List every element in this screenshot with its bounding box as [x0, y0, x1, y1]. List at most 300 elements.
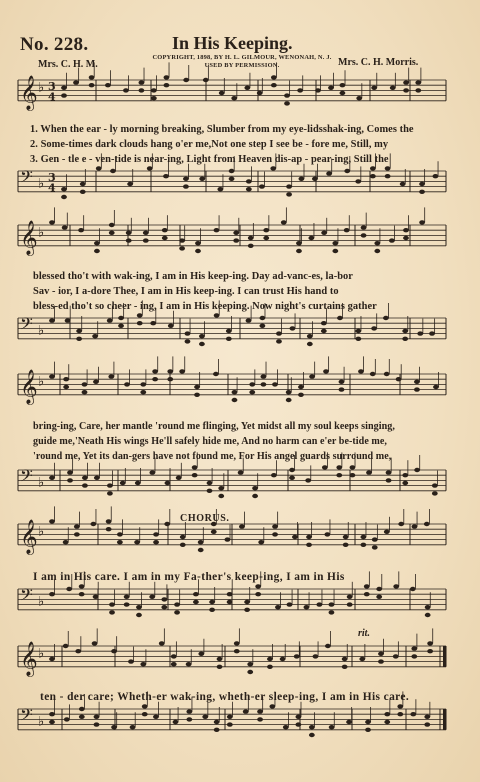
note-head — [179, 369, 185, 373]
note-head — [49, 318, 55, 322]
note-head — [111, 725, 117, 729]
verse-1-line-1 — [30, 124, 414, 135]
note-head — [358, 369, 364, 373]
note-head — [176, 476, 182, 480]
note-head — [290, 326, 296, 330]
note-head — [328, 86, 334, 90]
note-head — [415, 80, 421, 84]
note-head — [207, 489, 213, 493]
note-head — [198, 652, 204, 656]
note-head — [271, 473, 277, 477]
note-head — [126, 238, 132, 242]
note-head — [287, 602, 293, 606]
copyright-notice — [132, 54, 352, 70]
note-head — [312, 177, 318, 181]
note-head — [365, 728, 371, 732]
note-head — [107, 483, 113, 487]
note-head — [425, 605, 431, 609]
note-head — [179, 246, 185, 250]
lyric-text: When the ear - ly morning breaking, Slumber from my eye-lidsshak-ing, Comes the — [40, 124, 414, 135]
note-head — [427, 649, 433, 653]
note-head — [164, 75, 170, 79]
chorus-line-1: I am in His care. I am in my Fa-ther's keep-ing, I am in His — [33, 571, 345, 583]
note-head — [329, 610, 335, 614]
note-head — [364, 592, 370, 596]
note-head — [79, 592, 85, 596]
note-head — [142, 712, 148, 716]
note-head — [49, 592, 55, 596]
note-head — [308, 236, 314, 240]
hymn-title: In His Keeping. — [172, 33, 293, 53]
note-head — [80, 190, 86, 194]
note-head — [232, 398, 238, 402]
note-head — [233, 238, 239, 242]
note-head — [171, 662, 177, 666]
note-head — [378, 659, 384, 663]
note-head — [195, 249, 201, 253]
note-head — [75, 649, 81, 653]
note-head — [180, 535, 186, 539]
note-head — [80, 182, 86, 186]
note-head — [123, 88, 129, 92]
note-head — [61, 93, 67, 97]
bass-clef-icon: 𝄢 — [20, 166, 33, 191]
note-head — [106, 527, 112, 531]
note-head — [207, 481, 213, 485]
note-head — [66, 587, 72, 591]
note-head — [389, 238, 395, 242]
note-head — [94, 476, 100, 480]
note-head — [152, 377, 158, 381]
note-head — [143, 231, 149, 235]
note-head — [337, 316, 343, 320]
note-head — [294, 654, 300, 658]
note-head — [246, 318, 252, 322]
note-head — [246, 187, 252, 191]
note-head — [307, 342, 313, 346]
note-head — [360, 535, 366, 539]
note-head — [96, 166, 102, 170]
note-head — [419, 190, 425, 194]
note-head — [243, 709, 249, 713]
note-head — [316, 602, 322, 606]
note-head — [234, 649, 240, 653]
note-head — [360, 543, 366, 547]
flat-sign-icon: ♭ — [38, 714, 45, 730]
hymn-number: No. 228. — [20, 34, 89, 55]
note-head — [286, 398, 292, 402]
note-head — [74, 532, 80, 536]
note-head — [217, 187, 223, 191]
note-head — [289, 476, 295, 480]
note-head — [324, 532, 330, 536]
note-head — [344, 169, 350, 173]
note-head — [225, 537, 231, 541]
treble-clef-icon: 𝄞 — [20, 220, 38, 256]
note-head — [255, 592, 261, 596]
chorus-label: CHORUS. — [180, 513, 230, 524]
note-head — [414, 380, 420, 384]
verse-number: 2. — [30, 139, 38, 150]
flat-sign-icon: ♭ — [38, 524, 45, 540]
note-head — [92, 334, 98, 338]
note-head — [140, 382, 146, 386]
note-head — [309, 374, 315, 378]
note-head — [366, 470, 372, 474]
note-head — [137, 321, 143, 325]
flat-sign-icon: ♭ — [38, 176, 45, 192]
note-head — [214, 313, 220, 317]
note-head — [227, 722, 233, 726]
note-head — [109, 610, 115, 614]
note-head — [110, 169, 116, 173]
note-head — [49, 657, 55, 661]
note-head — [139, 80, 145, 84]
note-head — [386, 470, 392, 474]
note-head — [390, 86, 396, 90]
note-head — [248, 244, 254, 248]
note-head — [400, 182, 406, 186]
note-head — [246, 179, 252, 183]
note-head — [198, 548, 204, 552]
note-head — [153, 715, 159, 719]
note-head — [108, 374, 114, 378]
note-head — [134, 540, 140, 544]
note-head — [347, 602, 353, 606]
note-head — [226, 337, 232, 341]
note-head — [269, 704, 275, 708]
time-signature: 4 — [48, 90, 56, 104]
note-head — [344, 228, 350, 232]
note-head — [396, 377, 402, 381]
note-head — [370, 174, 376, 178]
note-head — [378, 652, 384, 656]
note-head — [168, 324, 174, 328]
note-head — [257, 709, 263, 713]
note-head — [284, 93, 290, 97]
note-head — [432, 491, 438, 495]
note-head — [82, 390, 88, 394]
note-head — [183, 184, 189, 188]
note-head — [153, 540, 159, 544]
final-barline — [443, 646, 446, 667]
note-head — [429, 331, 435, 335]
note-head — [193, 592, 199, 596]
note-head — [229, 169, 235, 173]
flat-sign-icon: ♭ — [38, 323, 45, 339]
note-head — [284, 101, 290, 105]
treble-clef-icon: 𝄞 — [20, 519, 38, 555]
note-head — [149, 595, 155, 599]
note-head — [198, 540, 204, 544]
note-head — [164, 522, 170, 526]
note-head — [63, 540, 69, 544]
note-head — [167, 369, 173, 373]
note-head — [376, 587, 382, 591]
note-head — [410, 587, 416, 591]
note-head — [433, 174, 439, 178]
note-head — [332, 249, 338, 253]
note-head — [161, 605, 167, 609]
flat-sign-icon: ♭ — [38, 374, 45, 390]
note-head — [376, 595, 382, 599]
note-head — [393, 654, 399, 658]
note-head — [244, 608, 250, 612]
note-head — [305, 478, 311, 482]
note-head — [261, 382, 267, 386]
note-head — [272, 524, 278, 528]
note-head — [214, 228, 220, 232]
time-signature: 3 — [48, 170, 56, 184]
note-head — [124, 602, 130, 606]
note-head — [79, 707, 85, 711]
note-head — [403, 228, 409, 232]
note-head — [342, 657, 348, 661]
note-head — [322, 465, 328, 469]
note-head — [343, 543, 349, 547]
note-head — [321, 321, 327, 325]
note-head — [93, 380, 99, 384]
note-head — [49, 374, 55, 378]
note-head — [164, 83, 170, 87]
note-head — [244, 600, 250, 604]
note-head — [140, 662, 146, 666]
note-head — [355, 179, 361, 183]
note-head — [192, 465, 198, 469]
note-head — [359, 657, 365, 661]
note-head — [257, 717, 263, 721]
note-head — [350, 465, 356, 469]
note-head — [336, 473, 342, 477]
note-head — [61, 86, 67, 90]
note-head — [347, 595, 353, 599]
note-head — [214, 728, 220, 732]
note-head — [374, 249, 380, 253]
treble-clef-icon: 𝄞 — [20, 75, 38, 111]
note-head — [403, 88, 409, 92]
verse-2-line-3: guide me,'Neath His wings He'll safely hide me, And no harm can e'er be-tide me, — [33, 436, 387, 447]
note-head — [171, 654, 177, 658]
note-head — [281, 220, 287, 224]
note-head — [271, 75, 277, 79]
note-head — [127, 182, 133, 186]
note-head — [94, 249, 100, 253]
note-head — [183, 177, 189, 181]
note-head — [384, 712, 390, 716]
note-head — [433, 385, 439, 389]
note-head — [135, 481, 141, 485]
note-head — [117, 540, 123, 544]
note-head — [49, 720, 55, 724]
note-head — [417, 331, 423, 335]
permission-line: USED BY PERMISSION. — [204, 62, 280, 69]
note-head — [90, 522, 96, 526]
note-head — [165, 481, 171, 485]
note-head — [151, 88, 157, 92]
note-head — [402, 473, 408, 477]
note-head — [150, 321, 156, 325]
verse-3-line-2: bless-ed tho't so cheer - ing, I am in His keeping. Now night's curtains gather — [33, 301, 377, 312]
note-head — [183, 78, 189, 82]
note-head — [271, 83, 277, 87]
note-head — [267, 657, 273, 661]
bass-clef-icon: 𝄢 — [20, 465, 33, 490]
note-head — [64, 717, 70, 721]
treble-clef-icon: 𝄞 — [20, 641, 38, 677]
note-head — [432, 483, 438, 487]
note-head — [82, 483, 88, 487]
note-head — [384, 530, 390, 534]
note-head — [117, 532, 123, 536]
note-head — [398, 522, 404, 526]
note-head — [292, 535, 298, 539]
note-head — [296, 241, 302, 245]
verse-1-line-3: bring-ing, Care, her mantle 'round me flinging, Yet midst all my soul keeps singing, — [33, 421, 395, 432]
note-head — [267, 665, 273, 669]
note-head — [63, 385, 69, 389]
note-head — [226, 329, 232, 333]
chorus-line-2: ten - der care; Wheth-er wak-ing, wheth-er sleep-ing, I am in His care. — [40, 691, 410, 703]
note-head — [192, 473, 198, 477]
note-head — [174, 602, 180, 606]
composer-credit: Mrs. C. H. Morris. — [338, 57, 419, 68]
verse-2-line-2: Sav - ior, I a-dore Thee, I am in His keep-ing. I can trust His hand to — [33, 286, 339, 297]
note-head — [73, 80, 79, 84]
note-head — [195, 241, 201, 245]
note-head — [194, 385, 200, 389]
note-head — [346, 720, 352, 724]
note-head — [247, 662, 253, 666]
lyric-text: Gen - tle e - ven-tide is near-ing, Light from Heaven dis-ap - pear-ing, Still the — [40, 154, 389, 165]
note-head — [306, 535, 312, 539]
note-head — [62, 225, 68, 229]
note-head — [361, 233, 367, 237]
note-head — [385, 174, 391, 178]
note-head — [105, 83, 111, 87]
note-head — [219, 91, 225, 95]
flat-sign-icon: ♭ — [38, 80, 45, 96]
note-head — [153, 532, 159, 536]
note-head — [159, 641, 165, 645]
note-head — [393, 584, 399, 588]
note-head — [173, 720, 179, 724]
note-head — [419, 220, 425, 224]
note-head — [161, 597, 167, 601]
note-head — [304, 605, 310, 609]
note-head — [49, 712, 55, 716]
note-head — [218, 486, 224, 490]
note-head — [309, 725, 315, 729]
note-head — [194, 393, 200, 397]
flat-sign-icon: ♭ — [38, 646, 45, 662]
note-head — [255, 584, 261, 588]
note-head — [371, 86, 377, 90]
note-head — [94, 715, 100, 719]
note-head — [202, 715, 208, 719]
note-head — [298, 393, 304, 397]
note-head — [286, 390, 292, 394]
note-head — [270, 166, 276, 170]
note-head — [76, 337, 82, 341]
note-head — [120, 481, 126, 485]
note-head — [306, 543, 312, 547]
note-head — [78, 228, 84, 232]
note-head — [424, 522, 430, 526]
flat-sign-icon: ♭ — [38, 594, 45, 610]
note-head — [49, 220, 55, 224]
note-head — [185, 339, 191, 343]
note-head — [109, 223, 115, 227]
note-head — [313, 654, 319, 658]
note-head — [89, 83, 95, 87]
note-head — [234, 641, 240, 645]
note-head — [143, 238, 149, 242]
note-head — [365, 720, 371, 724]
note-head — [111, 649, 117, 653]
note-head — [109, 231, 115, 235]
note-head — [63, 377, 69, 381]
note-head — [425, 613, 431, 617]
note-head — [414, 387, 420, 391]
note-head — [411, 646, 417, 650]
note-head — [106, 519, 112, 523]
note-head — [151, 96, 157, 100]
note-head — [296, 249, 302, 253]
note-head — [259, 316, 265, 320]
note-head — [49, 476, 55, 480]
note-head — [199, 342, 205, 346]
final-barline — [443, 709, 446, 730]
note-head — [372, 545, 378, 549]
note-head — [355, 337, 361, 341]
note-head — [275, 605, 281, 609]
note-head — [383, 316, 389, 320]
note-head — [272, 532, 278, 536]
note-head — [321, 329, 327, 333]
note-head — [411, 654, 417, 658]
note-head — [239, 524, 245, 528]
tempo-marking: rit. — [358, 628, 370, 639]
note-head — [297, 88, 303, 92]
note-head — [61, 187, 67, 191]
note-head — [307, 334, 313, 338]
treble-clef-icon: 𝄞 — [20, 369, 38, 405]
note-head — [340, 83, 346, 87]
note-head — [272, 382, 278, 386]
note-head — [286, 184, 292, 188]
note-head — [419, 182, 425, 186]
note-head — [209, 600, 215, 604]
note-head — [371, 326, 377, 330]
note-head — [89, 75, 95, 79]
note-head — [424, 722, 430, 726]
note-head — [128, 659, 134, 663]
note-head — [137, 313, 143, 317]
note-head — [248, 236, 254, 240]
lyricist-credit: Mrs. C. H. M. — [38, 59, 98, 70]
note-head — [402, 329, 408, 333]
note-head — [49, 519, 55, 523]
note-head — [232, 390, 238, 394]
note-head — [402, 481, 408, 485]
note-head — [339, 380, 345, 384]
note-head — [211, 530, 217, 534]
note-head — [414, 468, 420, 472]
note-head — [82, 476, 88, 480]
note-head — [63, 644, 69, 648]
note-head — [364, 584, 370, 588]
note-head — [252, 494, 258, 498]
